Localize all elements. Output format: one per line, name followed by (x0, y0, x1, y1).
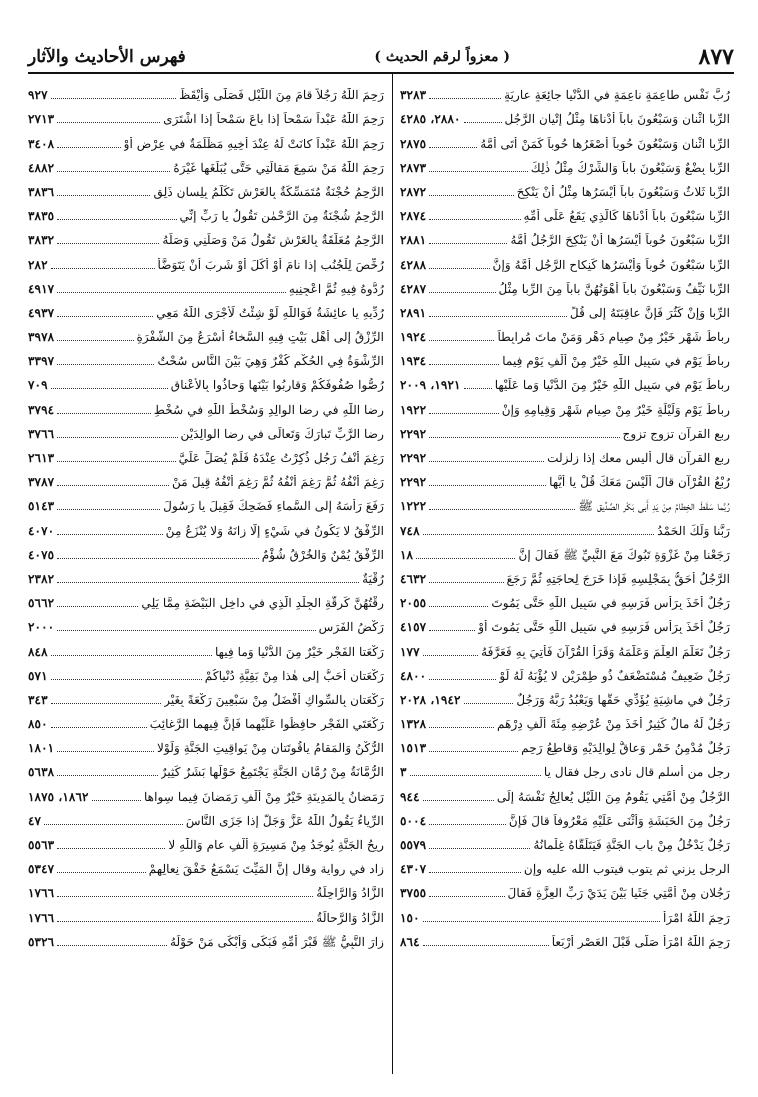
index-entry (28, 465, 384, 489)
index-entry (400, 634, 730, 658)
dot-leader (51, 727, 147, 728)
hadith-number: ٩٤٤ (400, 789, 420, 804)
hadith-number: ٤٩١٧ (28, 281, 55, 296)
dot-leader (57, 122, 160, 123)
index-entry (28, 102, 384, 126)
dot-leader (57, 848, 165, 849)
hadith-text: رَجُلٌ في ماشِيَةٍ يُؤَدِّي حَقَّها وَيَعْبُدُ رَبَّهُ وَرَجُلٌ (516, 692, 730, 707)
hadith-number: ٣٨٣٦ (28, 184, 55, 199)
hadith-text: ربع القرآن قال أليس معك إذا زلزلت (547, 451, 730, 465)
hadith-number: ٢٨٧٢ (400, 184, 427, 199)
dot-leader (423, 945, 549, 946)
index-entry (28, 634, 384, 658)
hadith-number: ٣٩٧٨ (28, 330, 55, 345)
hadith-text: رَفَعَ رَأْسَهُ إِلى السَّماءِ فَضَحِكَ فَقِيلَ يا رَسُولَ (163, 499, 384, 514)
hadith-number: ٢٨٧٥ (400, 136, 427, 151)
index-entry (28, 852, 384, 876)
page-number: ٨٧٧ (698, 44, 734, 70)
hadith-text: رُخِّصَ لِلْجُنُبِ إِذا نامَ أَوْ أَكَلَ أَوْ شَرِبَ أَنْ يَتَوَضَّأَ (157, 257, 384, 272)
hadith-number: ١٥١٣ (400, 741, 427, 756)
hadith-text: الرِّشْوَةُ فِي الحُكْمِ كُفْرٌ وَهِيَ بَيْنَ النَّاسِ سُحْتٌ (157, 354, 384, 369)
dot-leader (429, 98, 501, 99)
dot-leader (57, 945, 167, 946)
hadith-text: رُبْعُ القُرْآنِ قالَ أَلَيْسَ مَعَكَ قُلْ يا أَيُّها (549, 475, 730, 490)
hadith-text: رَغِمَ أَنْفُهُ ثُمَّ رَغِمَ أَنْفُهُ ثُمَّ رَغِمَ أَنْفُهُ قِيلَ مَنْ (172, 475, 384, 490)
hadith-text: رَكْضُ الفَرَسِ (318, 620, 384, 635)
index-entry (28, 779, 384, 803)
index-entry (400, 392, 730, 416)
index-entry (400, 465, 730, 489)
dot-leader (464, 388, 492, 389)
index-entry (400, 320, 730, 344)
hadith-text: رُدُّوهُ فِيهِ ثُمَّ اعْجِنِيهِ (288, 281, 384, 296)
hadith-number: ٣٢٨٣ (400, 88, 427, 103)
index-entry (28, 659, 384, 683)
dot-leader (416, 558, 515, 559)
dot-leader (51, 703, 161, 704)
hadith-number: ٤٨٠٠ (400, 668, 427, 683)
dot-leader (429, 679, 496, 680)
hadith-number: ٥٣٢٦ (28, 934, 55, 949)
hadith-number: ١٣٢٨ (400, 717, 427, 732)
hadith-number: ٣٨٣٥ (28, 209, 55, 224)
hadith-number: ٥٦٦٢ (28, 596, 55, 611)
dot-leader (429, 896, 504, 897)
dot-leader (57, 630, 315, 631)
dot-leader (429, 147, 477, 148)
index-entry (400, 659, 730, 683)
hadith-text: رِباطُ يَوْمٍ وَلَيْلَةٍ خَيْرٌ مِنْ صِيامِ شَهْرٍ وَقِيامِهِ وَإِنْ (501, 402, 730, 417)
index-entry (400, 610, 730, 634)
index-entry (400, 852, 730, 876)
hadith-number: ٣٧٨٧ (28, 475, 55, 490)
hadith-text: رَكْعَتا الفَجْرِ خَيْرٌ مِنَ الدُّنْيا وَما فِيها (214, 644, 384, 659)
index-entry (400, 828, 730, 852)
index-column-right (400, 78, 730, 1074)
header-rule (28, 72, 734, 74)
hadith-text: زارَ النَّبِيُّ ﷺ قَبْرَ أُمِّهِ فَبَكَى وَأَبْكَى مَنْ حَوْلَهُ (170, 934, 384, 949)
index-entry (28, 247, 384, 271)
dot-leader (57, 872, 146, 873)
dot-leader (429, 872, 521, 873)
dot-leader (464, 122, 502, 123)
hadith-number: ٣٧٩٤ (28, 402, 55, 417)
hadith-text: رَغِمَ أَنْفُ رَجُلٍ ذُكِرْتُ عِنْدَهُ فَلَمْ يُصَلِّ عَلَيَّ (178, 451, 384, 465)
index-entry (28, 804, 384, 828)
index-entry (28, 272, 384, 296)
hadith-number: ١٩٢١، ٢٠٠٩ (400, 378, 461, 393)
index-entry (28, 683, 384, 707)
hadith-number: ٨٤٨ (28, 644, 48, 659)
hadith-text: رِباطُ يَوْمٍ في سَبِيلِ اللّٰهِ خَيْرٌ مِنْ أَلْفِ يَوْمٍ فِيما (502, 354, 730, 369)
dot-leader (57, 558, 259, 559)
index-entry (400, 296, 730, 320)
dot-leader (423, 534, 655, 535)
hadith-text: الرَّحِمُ مُعَلَّقَةٌ بِالعَرْشِ تَقُولُ مَنْ وَصَلَنِي وَصَلَهُ (162, 233, 384, 248)
hadith-number: ٤٧ (28, 813, 42, 828)
index-entry (400, 538, 730, 562)
index-entry (400, 272, 730, 296)
dot-leader (92, 800, 141, 801)
index-entry (28, 755, 384, 779)
index-entry (28, 417, 384, 441)
dot-leader (429, 727, 494, 728)
index-entry (400, 804, 730, 828)
dot-leader (429, 268, 489, 269)
dot-leader (429, 437, 619, 438)
dot-leader (57, 775, 157, 776)
hadith-text: رُقْيَةٌ (362, 571, 384, 586)
dot-leader (429, 413, 499, 414)
dot-leader (429, 606, 488, 607)
dot-leader (423, 800, 494, 801)
index-entry (400, 223, 730, 247)
dot-leader (423, 655, 478, 656)
index-entry (28, 586, 384, 610)
hadith-text: الرجل يزني ثم يتوب فيتوب الله عليه وإن (523, 862, 730, 877)
hadith-text: الرَّحِمُ شُجْنَةٌ مِنَ الرَّحْمٰنِ تَقُولُ يا رَبِّ إِنِّي (179, 209, 384, 224)
hadith-number: ١٨٠١ (28, 741, 55, 756)
index-entry (28, 344, 384, 368)
dot-leader (429, 485, 546, 486)
hadith-number: ١٢٢٢ (400, 499, 427, 514)
hadith-number: ٧٠٩ (28, 378, 48, 393)
hadith-number: ٥٦٣٨ (28, 765, 55, 780)
index-entry (28, 392, 384, 416)
hadith-number: ٢٨٨٠، ٤٢٨٥ (400, 112, 461, 127)
hadith-text: رَجُلٌ تَعَلَّمَ العِلْمَ وَعَلَّمَهُ وَقَرَأَ القُرْآنَ فَأُتِيَ بِهِ فَعَرَّفَهُ (481, 644, 730, 659)
hadith-text: رجل من أسلم قال نادى رجل فقال يا (543, 765, 730, 780)
dot-leader (429, 582, 503, 583)
hadith-number: ٢٨٩١ (400, 305, 427, 320)
hadith-text: رَجُلٌ مِنَ الحَبَشَةِ وَأَثْنَى عَلَيْهِ مَعْرُوفاً قالَ فَإِنَّ (508, 813, 730, 828)
index-entry (400, 175, 730, 199)
hadith-text: الرِّفْقُ يُمْنٌ وَالخُرْقُ شُؤْمٌ (261, 547, 384, 562)
dot-leader (57, 364, 154, 365)
hadith-text: رَكْعَتَيِ الفَجْرِ حافِظُوا عَلَيْهِما فَإِنَّ فِيهِما الرَّغائِبَ (149, 717, 384, 732)
page-subtitle: ( معزواً لرقم الحديث ) (374, 49, 510, 65)
hadith-text: الرِّبا وَإِنْ كَثُرَ فَإِنَّ عاقِبَتَهُ إِلى قُلٍّ (569, 305, 730, 320)
hadith-number: ٤١٥٧ (400, 620, 427, 635)
index-entry (400, 199, 730, 223)
column-divider (392, 74, 393, 1074)
dot-leader (57, 606, 138, 607)
hadith-text: الزَّادُ وَالرَّاحِلَةُ (316, 886, 384, 901)
hadith-number: ٢٠٠٠ (28, 620, 55, 635)
dot-leader (57, 751, 154, 752)
hadith-text: رَحِمَ اللّٰهُ عَبْداً كانَتْ لَهُ عِنْدَ أَخِيهِ مَظْلَمَةٌ في عِرْضٍ أَوْ (123, 136, 384, 151)
hadith-text: رَكْعَتانِ بِالسِّواكِ أَفْضَلُ مِنْ سَبْعِينَ رَكْعَةً بِغَيْرِ (164, 692, 384, 707)
hadith-text: الزَّادُ وَالرَّحالَةُ (316, 910, 384, 925)
hadith-number: ٤٢٨٧ (400, 281, 427, 296)
hadith-number: ٤٢٨٨ (400, 257, 427, 272)
index-entry (400, 513, 730, 537)
hadith-text: رِقْتُهُنَّ كَرِقَّةِ الجِلْدِ الَّذِي في داخِلِ البَيْضَةِ مِمَّا يَلِي (141, 596, 384, 611)
hadith-text: رَجُلانِ مِنْ أُمَّتِي جَثَيا بَيْنَ يَدَيْ رَبِّ العِزَّةِ فَقالَ (507, 886, 730, 901)
hadith-text: الرَّجُلُ أَحَقُّ بِمَجْلِسِهِ فَإِذا خَرَجَ لِحاجَتِهِ ثُمَّ رَجَعَ (506, 571, 730, 586)
hadith-number: ١٧٦٦ (28, 910, 55, 925)
index-entry (28, 513, 384, 537)
hadith-text: رَكْعَتانِ أَحَبُّ إِلى هٰذا مِنْ بَقِيَّةِ دُنْياكُمْ (204, 668, 384, 683)
hadith-text: الرُّكْنُ وَالمَقامُ ياقُوتَتانِ مِنْ يَواقِيتِ الجَنَّةِ وَلَوْلا (157, 741, 384, 756)
index-entry (400, 417, 730, 441)
hadith-number: ٤٠٧٠ (28, 523, 55, 538)
hadith-number: ١٧٧ (400, 644, 420, 659)
hadith-number: ٤٦٣٢ (400, 571, 427, 586)
index-column-left (28, 78, 384, 1074)
hadith-number: ٥٥٦٣ (28, 838, 55, 852)
hadith-number: ٤٩٣٧ (28, 305, 55, 320)
hadith-text: رَمَضانُ بِالمَدِينَةِ خَيْرٌ مِنْ أَلْفِ رَمَضانَ فِيما سِواها (143, 789, 384, 804)
hadith-text: الرِّبا سَبْعُونَ حُوباً أَيْسَرُها أَنْ يَنْكِحَ الرَّجُلُ أُمَّهُ (510, 233, 730, 248)
dot-leader (429, 848, 530, 849)
hadith-text: رِباطُ شَهْرٍ خَيْرٌ مِنْ صِيامِ دَهْرٍ وَمَنْ ماتَ مُرابِطاً (497, 330, 730, 345)
hadith-text: الرِّزْقُ إِلى أَهْلِ بَيْتٍ فِيهِ السَّخاءُ أَسْرَعُ مِنَ الشَّفْرَةِ (136, 330, 384, 345)
dot-leader (429, 316, 567, 317)
hadith-number: ٢٢٩٢ (400, 426, 427, 441)
dot-leader (410, 775, 541, 776)
index-entry (28, 151, 384, 175)
hadith-number: ٣٤٠٨ (28, 136, 55, 151)
hadith-number: ٢٢٩٢ (400, 451, 427, 465)
hadith-text: الرَّحِمُ حُجْنَةٌ مُتَمَسِّكَةٌ بِالعَرْشِ تَكَلَّمُ بِلِسانٍ ذَلِقٍ (153, 184, 384, 199)
index-entry (28, 489, 384, 513)
dot-leader (57, 485, 169, 486)
index-entry (28, 562, 384, 586)
dot-leader (57, 316, 153, 317)
dot-leader (57, 147, 120, 148)
hadith-text: الرَّجُلُ مِنْ أُمَّتِي يَقُومُ مِنَ اللَّيْلِ يُعالِجُ نَفْسَهُ إِلَى (496, 789, 730, 804)
hadith-text: رَحِمَ اللّٰهُ عَبْداً سَمْحاً إِذا باعَ سَمْحاً إِذا اشْتَرَى (163, 112, 384, 127)
hadith-number: ٥١٤٣ (28, 499, 55, 514)
hadith-text: الرُّمَّانَةُ مِنْ رُمَّانِ الجَنَّةِ يَجْتَمِعُ حَوْلَها بَشَرٌ كَثِيرٌ (160, 765, 384, 780)
index-entry (28, 538, 384, 562)
index-entry (400, 731, 730, 755)
hadith-number: ٧٤٨ (400, 523, 420, 538)
dot-leader (429, 461, 544, 462)
index-entry (400, 368, 730, 392)
hadith-number: ٥٣٤٧ (28, 862, 55, 877)
hadith-text: رَحِمَ اللّٰهُ رَجُلاً قامَ مِنَ اللَّيْلِ فَصَلَّى وَأَيْقَظَ (179, 88, 384, 103)
hadith-number: ١٩٤٢، ٢٠٢٨ (400, 692, 461, 707)
dot-leader (57, 219, 176, 220)
hadith-text: رُصُّوا صُفُوفَكُمْ وَقارِبُوا بَيْنَها وَحاذُوا بِالأَعْناقِ (170, 378, 384, 393)
dot-leader (429, 171, 528, 172)
hadith-number: ٥٠٠٤ (400, 813, 427, 828)
hadith-text: رِضا اللّٰهِ في رِضا الوالِدِ وَسُخْطُ اللّٰهِ في سُخْطِ (153, 402, 384, 417)
index-entry (28, 731, 384, 755)
hadith-number: ٢٢٩٢ (400, 475, 427, 490)
dot-leader (57, 509, 160, 510)
dot-leader (51, 655, 212, 656)
index-entry (28, 175, 384, 199)
hadith-number: ٣٣٩٧ (28, 354, 55, 369)
index-entry (28, 925, 384, 949)
hadith-text: رِيحُ الجَنَّةِ يُوجَدُ مِنْ مَسِيرَةِ أَلْفِ عامٍ وَاللّٰهِ لا (168, 838, 384, 852)
hadith-number: ٨٦٤ (400, 934, 420, 949)
dot-leader (57, 243, 159, 244)
hadith-number: ٥٥٧٩ (400, 838, 427, 852)
dot-leader (429, 364, 499, 365)
index-entry (400, 151, 730, 175)
index-entry (400, 900, 730, 924)
hadith-text: الرِّبا ثَلاثٌ وَسَبْعُونَ باباً أَيْسَرُها مِثْلُ أَنْ يَنْكِحَ (516, 184, 730, 199)
dot-leader (429, 630, 475, 631)
hadith-number: ٢٠٥٥ (400, 596, 427, 611)
dot-leader (429, 219, 520, 220)
hadith-text: الرِّبا اثْنانِ وَسَبْعُونَ باباً أَدْناهَا مِثْلُ إِتْيانِ الرَّجُلِ (504, 112, 730, 127)
index-entry (28, 368, 384, 392)
hadith-number: ٣٧٥٥ (400, 886, 427, 901)
hadith-text: رُبَّما سَقَطَ الخِطامُ مِنْ يَدِ أَبِي بَكْرٍ الصِّدِّيقِ ﷺ (578, 499, 730, 514)
hadith-number: ٢٨٧٣ (400, 160, 427, 175)
dot-leader (51, 98, 176, 99)
hadith-number: ٨٥٠ (28, 717, 48, 732)
hadith-number: ٢٣٨٢ (28, 571, 55, 586)
index-entry (28, 610, 384, 634)
dot-leader (51, 268, 155, 269)
dot-leader (57, 921, 313, 922)
hadith-text: الرِّبا سَبْعُونَ باباً أَدْناهَا كَالَّذِي يَقَعُ عَلَى أُمِّهِ (523, 209, 730, 224)
dot-leader (57, 582, 359, 583)
hadith-text: رَجُلٌ ضَعِيفٌ مُسْتَضْعَفٌ ذُو طِمْرَيْنِ لا يُؤْبَهُ لَهُ لَوْ (499, 668, 730, 683)
index-entry (28, 78, 384, 102)
page-header (28, 44, 734, 70)
hadith-text: رُدِّيهِ يا عائِشَةُ فَوَاللّٰهِ لَوْ شِئْتُ لَأَجْرَى اللّٰهُ مَعِي (156, 305, 384, 320)
hadith-number: ٣ (400, 765, 407, 780)
index-entry (28, 441, 384, 465)
index-entry (28, 223, 384, 247)
dot-leader (57, 340, 133, 341)
dot-leader (429, 292, 495, 293)
hadith-number: ١٨٦٢، ١٨٧٥ (28, 789, 89, 804)
hadith-text: رَحِمَ اللّٰهُ مَنْ سَمِعَ مَقالَتِي حَتَّى يُبَلِّغَها غَيْرَهُ (173, 160, 384, 175)
index-entry (28, 876, 384, 900)
hadith-text: رُبَّ نَفْسٍ طاعِمَةٍ ناعِمَةٍ في الدُّنْيا جائِعَةٍ عارِيَةٍ (504, 88, 730, 103)
hadith-number: ٩٢٧ (28, 88, 48, 103)
hadith-text: ربع القرآن تزوج تزوج (622, 426, 730, 441)
index-entry (28, 320, 384, 344)
hadith-text: رَبَّنا وَلَكَ الحَمْدُ (657, 523, 730, 538)
hadith-text: رَحِمَ اللّٰهُ امْرَأً (663, 910, 730, 925)
hadith-text: رَجَعْنا مِنْ غَزْوَةِ تَبُوكَ مَعَ النَّبِيِّ ﷺ فَقالَ إِنَّ (518, 547, 730, 562)
hadith-text: رَجُلٌ يَدْخُلُ مِنْ بابِ الجَنَّةِ فَيَتَلَقَّاهُ غِلْمانُهُ (533, 838, 730, 852)
hadith-number: ٢٦١٣ (28, 451, 55, 465)
index-entry (400, 683, 730, 707)
hadith-number: ٢٨٧٤ (400, 209, 427, 224)
index-entry (400, 441, 730, 465)
index-entry (400, 586, 730, 610)
dot-leader (429, 509, 575, 510)
hadith-number: ٣٧٦٦ (28, 426, 55, 441)
hadith-number: ١٨ (400, 547, 414, 562)
hadith-number: ١٩٣٤ (400, 354, 427, 369)
hadith-text: رَجُلٌ لَهُ مالٌ كَثِيرٌ أَخَذَ مِنْ عُرْضِهِ مِئَةَ أَلْفِ دِرْهَمٍ (496, 717, 730, 732)
dot-leader (423, 921, 660, 922)
dot-leader (429, 751, 518, 752)
hadith-text: الرِّبا سَبْعُونَ حُوباً وَأَيْسَرُها كَنِكاحِ الرَّجُلِ أُمَّهُ وَإِنَّ (492, 257, 730, 272)
hadith-text: رَجُلٌ أَخَذَ بِرَأْسِ فَرَسِهِ في سَبِيلِ اللّٰهِ حَتَّى يَمُوتَ أَوْ (478, 620, 730, 635)
dot-leader (429, 243, 507, 244)
index-entry (28, 199, 384, 223)
index-entry (400, 876, 730, 900)
index-entry (400, 707, 730, 731)
hadith-number: ٤٠٧٥ (28, 547, 55, 562)
index-entry (28, 900, 384, 924)
dot-leader (429, 340, 494, 341)
index-entry (400, 489, 730, 513)
dot-leader (57, 413, 151, 414)
hadith-number: ٣٤٣ (28, 692, 48, 707)
hadith-text: رَجُلٌ مُدْمِنُ خَمْرٍ وَعاقٌّ لِوالِدَيْهِ وَقاطِعُ رَحِمٍ (521, 741, 730, 756)
hadith-number: ١٥٠ (400, 910, 420, 925)
index-entry (400, 779, 730, 803)
dot-leader (57, 195, 150, 196)
index-entry (400, 126, 730, 150)
index-entry (28, 828, 384, 852)
hadith-number: ٤٨٨٢ (28, 160, 55, 175)
index-entry (400, 755, 730, 779)
hadith-text: الرِّبا اثْنانِ وَسَبْعُونَ حُوباً أَصْغَرُها حُوباً كَمَنْ أَتَى أُمَّهُ (480, 136, 730, 151)
index-entry (400, 247, 730, 271)
index-entry (400, 344, 730, 368)
dot-leader (429, 195, 514, 196)
index-entry (400, 78, 730, 102)
dot-leader (57, 292, 286, 293)
dot-leader (51, 388, 168, 389)
dot-leader (57, 896, 313, 897)
hadith-number: ٤٣٠٧ (400, 862, 427, 877)
dot-leader (57, 461, 175, 462)
dot-leader (464, 703, 514, 704)
hadith-text: الرِّياءُ يَقُولُ اللّٰهُ عَزَّ وَجَلَّ إِذا جَزَى النَّاسَ (185, 813, 384, 828)
hadith-number: ١٧٦٦ (28, 886, 55, 901)
dot-leader (57, 171, 170, 172)
index-entry (28, 126, 384, 150)
hadith-text: زاد في رواية وقال إِنَّ المَيِّتَ يَسْمَعُ خَفْقَ نِعالِهِمْ (148, 862, 384, 877)
hadith-text: الرِّبا نَيِّفٌ وَسَبْعُونَ باباً أَهْوَنُهُنَّ باباً مِنَ الرِّبا مِثْلُ (498, 281, 730, 296)
dot-leader (51, 679, 202, 680)
hadith-text: رَحِمَ اللّٰهُ امْرَأً صَلَّى قَبْلَ العَصْرِ أَرْبَعاً (551, 934, 730, 949)
hadith-number: ٢٨٨١ (400, 233, 427, 248)
hadith-text: رِباطُ يَوْمٍ في سَبِيلِ اللّٰهِ خَيْرٌ مِنَ الدُّنْيا وَما عَلَيْها (494, 378, 730, 393)
hadith-number: ٢٧١٣ (28, 112, 55, 127)
index-entry (400, 102, 730, 126)
hadith-text: الرِّبا بِضْعٌ وَسَبْعُونَ باباً وَالشِّرْكُ مِثْلُ ذٰلِكَ (530, 160, 730, 175)
dot-leader (57, 437, 177, 438)
hadith-number: ٢٨٢ (28, 257, 48, 272)
index-entry (400, 925, 730, 949)
hadith-number: ٣٨٣٢ (28, 233, 55, 248)
hadith-number: ١٩٢٤ (400, 330, 427, 345)
dot-leader (57, 534, 162, 535)
hadith-text: الرِّفْقُ لا يَكُونُ في شَيْءٍ إِلَّا زانَهُ وَلا يُنْزَعُ مِنْ (165, 523, 384, 538)
hadith-number: ٥٧١ (28, 668, 48, 683)
dot-leader (429, 824, 506, 825)
hadith-number: ١٩٢٢ (400, 402, 427, 417)
index-entry (28, 707, 384, 731)
index-entry (28, 296, 384, 320)
hadith-text: رِضا الرَّبِّ تَبارَكَ وَتَعالَى في رِضا الوالِدَيْنِ (180, 426, 384, 441)
hadith-text: رَجُلٌ أَخَذَ بِرَأْسِ فَرَسِهِ في سَبِيلِ اللّٰهِ حَتَّى يَمُوتَ (491, 596, 730, 611)
index-entry (400, 562, 730, 586)
dot-leader (44, 824, 183, 825)
page-title: فهرس الأحاديث والآثار (28, 47, 186, 67)
